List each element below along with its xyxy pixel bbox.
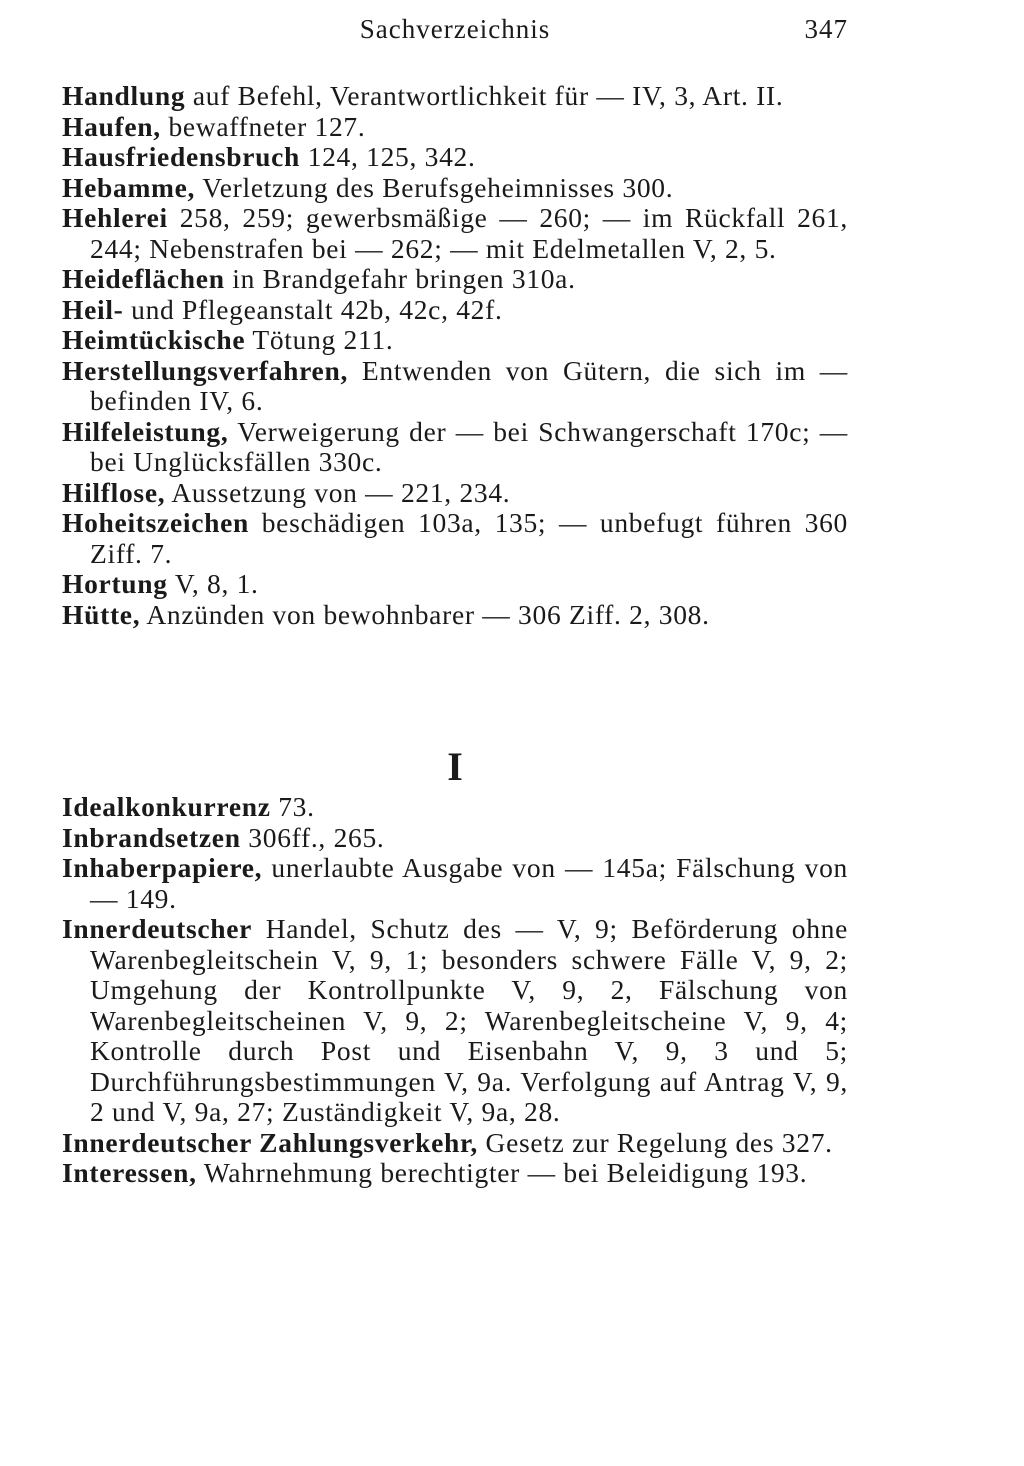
entry-text: 258, 259; gewerbsmäßige — 260; — im Rückfall 261, 244; Nebenstrafen bei — 262; — mit Edelmetallen V, 2, 5. — [90, 202, 848, 264]
index-entry — [62, 142, 848, 173]
index-entry — [62, 417, 848, 478]
index-entry — [62, 478, 848, 509]
entry-headword: Haufen, — [62, 110, 161, 142]
entry-headword: Hausfriedensbruch — [62, 141, 301, 172]
index-entry — [62, 203, 848, 264]
index-entry — [62, 569, 848, 600]
section-letter-heading: I — [447, 744, 463, 789]
entry-headword: Hütte, — [62, 598, 141, 630]
entry-text: bewaffneter 127. — [160, 110, 366, 142]
entry-headword: Innerdeutscher Zahlungsverkehr, — [62, 1126, 478, 1158]
page-number: 347 — [804, 14, 848, 44]
entry-headword: Heil- — [62, 293, 124, 325]
index-entry — [62, 356, 848, 417]
entry-headword: Heideflächen — [62, 263, 225, 294]
index-entry — [62, 264, 848, 295]
entry-text: Verweigerung der — bei Schwangerschaft 170c; — bei Unglücksfällen 330c. — [90, 415, 848, 477]
entry-text: 306ff., 265. — [240, 821, 385, 853]
entry-text: 124, 125, 342. — [300, 141, 476, 172]
index-entry — [62, 914, 848, 1128]
entry-headword: Handlung — [62, 80, 186, 111]
index-entry — [62, 1128, 848, 1159]
entry-text: auf Befehl, Verantwortlichkeit für — IV, 3, Art. II. — [185, 80, 784, 111]
entry-headword: Idealkonkurrenz — [62, 791, 271, 822]
entry-headword: Hebamme, — [62, 171, 196, 203]
index-entry — [62, 508, 848, 569]
index-entry — [62, 600, 848, 631]
index-entry — [62, 325, 848, 356]
index-entry — [62, 792, 848, 823]
entry-text: Gesetz zur Regelung des 327. — [477, 1126, 833, 1158]
entry-headword: Hehlerei — [62, 202, 168, 233]
entry-text: unerlaubte Ausgabe von — 145a; Fälschung von — 149. — [90, 852, 848, 914]
entry-text: beschädigen 103a, 135; — unbefugt führen 360 Ziff. 7. — [90, 507, 848, 569]
entry-text: in Brandgefahr bringen 310a. — [224, 263, 576, 294]
index-section-i — [62, 792, 848, 1189]
index-entry — [62, 823, 848, 854]
entry-headword: Innerdeutscher — [62, 913, 253, 944]
entry-text: Aussetzung von — 221, 234. — [165, 476, 511, 508]
running-title: Sachverzeichnis — [359, 14, 551, 44]
entry-headword: Hilfeleistung, — [62, 415, 229, 447]
index-entry — [62, 81, 848, 112]
index-entry — [62, 295, 848, 326]
entry-text: Anzünden von bewohnbarer — 306 Ziff. 2, 308. — [140, 598, 710, 630]
entry-headword: Hilflose, — [62, 476, 166, 508]
entry-text: und Pflegeanstalt 42b, 42c, 42f. — [123, 293, 503, 325]
entry-text: Entwenden von Gütern, die sich im — befinden IV, 6. — [90, 354, 848, 416]
entry-headword: Hoheitszeichen — [62, 507, 249, 538]
entry-headword: Hortung — [62, 568, 168, 599]
entry-headword: Inhaberpapiere, — [62, 852, 263, 883]
entry-headword: Herstellungsverfahren, — [62, 354, 349, 386]
entry-headword: Inbrandsetzen — [62, 821, 241, 853]
entry-text: 73. — [270, 791, 315, 822]
entry-text: V, 8, 1. — [167, 568, 259, 599]
index-entry — [62, 853, 848, 914]
index-entry — [62, 173, 848, 204]
entry-headword: Heimtückische — [62, 324, 246, 355]
index-section-h — [62, 81, 848, 630]
entry-headword: Interessen, — [62, 1157, 197, 1188]
entry-text: Verletzung des Berufsgeheimnisses 300. — [195, 171, 674, 203]
index-entry — [62, 112, 848, 143]
entry-text: Wahrnehmung berechtigter — bei Beleidigung 193. — [196, 1157, 808, 1188]
running-header — [62, 14, 848, 50]
entry-text: Tötung 211. — [245, 324, 394, 355]
index-entry — [62, 1158, 848, 1189]
entry-text: Handel, Schutz des — V, 9; Beförderung ohne Warenbegleitschein V, 9, 1; besonders schwere Fälle V, 9, 2; Umgehung der Kontrollpunkte V, 9, 2, Fälschung von Warenbegleitscheinen V, 9, 2; Warenbegleitscheine V, 9, 4; Kontrolle durch Post und Eisenbahn V, 9, 3 und 5; Durchführungsbestimmungen V, 9a. Verfolgung auf Antrag V, 9, 2 und V, 9a, 27; Zuständigkeit V, 9a, 28. — [90, 913, 848, 1127]
